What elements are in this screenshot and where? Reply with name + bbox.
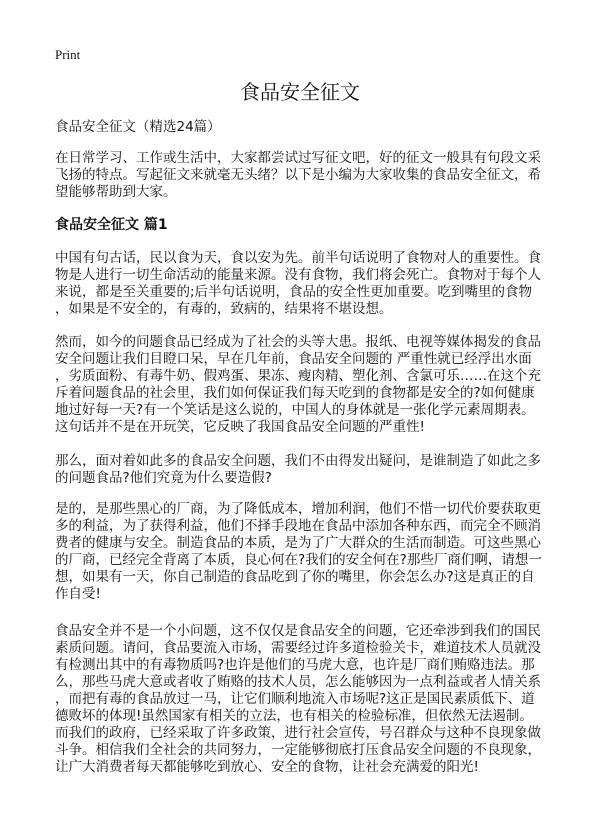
- text-line: 多的利益，为了获得利益，他们不择手段地在食品中添加各种东西，而完全不顾消: [55, 518, 541, 534]
- text-line: 食品安全并不是一个小问题，这不仅仅是食品安全的问题，它还牵涉到我们的国民: [55, 623, 541, 639]
- text-line: 在日常学习、工作或生活中，大家都尝试过写征文吧，好的征文一般具有句段文采: [55, 150, 541, 166]
- text-line: 安全问题让我们目瞪口呆，早在几年前，食品安全问题的 严重性就已经浮出水面: [55, 351, 532, 367]
- text-line: 素质问题。请问，食品要流入市场，需要经过许多道检验关卡，难道技术人员就没: [55, 640, 541, 656]
- text-line: ，而把有毒的食品放过一马，让它们顺利地流入市场呢?这正是国民素质低下、道: [55, 691, 535, 707]
- text-line: 的问题食品?他们究竟为什么要造假?: [55, 470, 272, 486]
- text-line: 想，如果有一天，你自己制造的食品吃到了你的嘴里，你会怎么办?这是真正的自: [55, 569, 535, 585]
- intro-paragraph: [55, 150, 575, 201]
- text-line: 而我们的政府，已经采取了许多政策，进行社会宣传，号召群众与这种不良现象做: [55, 725, 541, 741]
- text-line: 有检测出其中的有毒物质吗?也许是他们的马虎大意，也许是厂商们贿赂违法。那: [55, 657, 535, 673]
- paragraph-1: [55, 250, 575, 318]
- text-line: 物是人进行一切生命活动的能量来源。没有食物，我们将会死亡。食物对于每个人: [55, 267, 541, 283]
- text-line: 德败坏的体现!虽然国家有相关的立法，也有相关的检验标准，但依然无法遏制。: [55, 708, 533, 724]
- text-line: 地过好每一天?有一个笑话是这么说的，中国人的身体就是一张化学元素周期表。: [55, 402, 535, 418]
- text-line: 然而，如今的问题食品已经成为了社会的头等大患。报纸、电视等媒体揭发的食品: [55, 334, 541, 350]
- text-line: 费者的健康与安全。制造食品的本质，是为了广大群众的生活而制造。可这些黑心: [55, 535, 541, 551]
- text-line: ，劣质面粉、有毒牛奶、假鸡蛋、果冻、瘦肉精、塑化剂、含氯可乐……在这个充: [55, 368, 541, 384]
- text-line: 望能够帮助到大家。: [55, 184, 177, 200]
- document-subtitle: 食品安全征文（精选24篇）: [55, 119, 221, 135]
- text-line: 来说，都是至关重要的;后半句话说明，食品的安全性更加重要。吃到嘴里的食物: [55, 284, 533, 300]
- text-line: 的厂商，已经完全背离了本质，良心何在?我们的安全何在?那些厂商们啊，请想一: [55, 552, 542, 568]
- text-line: 作自受!: [55, 586, 101, 602]
- print-link[interactable]: Print: [55, 47, 81, 62]
- text-line: 么，那些马虎大意或者收了贿赂的技术人员，怎么能够因为一点利益或者人情关系: [55, 674, 541, 690]
- text-line: 飞扬的特点。写起征文来就毫无头绪？以下是小编为大家收集的食品安全征文，希: [55, 167, 541, 183]
- text-line: 那么，面对着如此多的食品安全问题，我们不由得发出疑问，是谁制造了如此之多: [55, 453, 541, 469]
- text-line: 是的，是那些黑心的厂商，为了降低成本，增加利润，他们不惜一切代价要获取更: [55, 501, 541, 517]
- text-line: 这句话并不是在开玩笑，它反映了我国食品安全问题的严重性!: [55, 419, 425, 435]
- text-line: 中国有句古话，民以食为天，食以安为先。前半句话说明了食物对人的重要性。食: [55, 250, 541, 266]
- text-line: 斥着问题食品的社会里，我们如何保证我们每天吃到的食物都是安全的?如何健康: [55, 385, 535, 401]
- paragraph-4: [55, 501, 575, 603]
- paragraph-5: [55, 623, 575, 776]
- page-title: 食品安全征文: [240, 80, 360, 104]
- text-line: 让广大消费者每天都能够吃到放心、安全的食物，让社会充满爱的阳光!: [55, 759, 479, 775]
- text-line: ，如果是不安全的，有毒的，致病的，结果将不堪设想。: [55, 301, 393, 317]
- section-heading: 食品安全征文 篇1: [55, 217, 168, 233]
- paragraph-2: [55, 334, 575, 436]
- paragraph-3: [55, 453, 575, 487]
- text-line: 斗争。相信我们全社会的共同努力，一定能够彻底打压食品安全问题的不良现象，: [55, 742, 541, 758]
